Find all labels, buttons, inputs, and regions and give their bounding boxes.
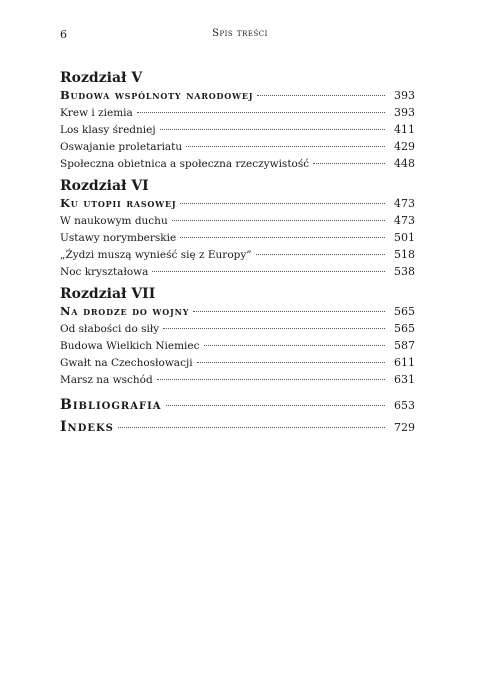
entry-title: Los klasy średniej bbox=[60, 124, 156, 136]
entry-page: 631 bbox=[394, 373, 415, 386]
toc-entry[interactable] bbox=[60, 320, 415, 337]
dot-leader bbox=[166, 405, 385, 406]
toc-entry[interactable] bbox=[60, 337, 415, 354]
chapter-heading: Rozdział VII bbox=[60, 286, 156, 302]
toc-entry-part[interactable] bbox=[60, 195, 415, 212]
dot-leader bbox=[313, 163, 385, 164]
entry-page: 538 bbox=[394, 265, 415, 278]
entry-title: W naukowym duchu bbox=[60, 215, 168, 227]
entry-page: 411 bbox=[394, 123, 415, 136]
dot-leader bbox=[137, 112, 385, 113]
entry-title: „Żydzi muszą wynieść się z Europy” bbox=[60, 249, 252, 261]
entry-page: 565 bbox=[394, 305, 415, 318]
dot-leader bbox=[157, 379, 385, 380]
entry-page: 729 bbox=[394, 421, 415, 434]
entry-page: 393 bbox=[394, 89, 415, 102]
toc-entry-index[interactable] bbox=[60, 416, 415, 438]
toc-entry[interactable] bbox=[60, 155, 415, 172]
page-header bbox=[60, 28, 420, 48]
entry-title: Krew i ziemia bbox=[60, 107, 133, 119]
entry-page: 565 bbox=[394, 322, 415, 335]
entry-page: 429 bbox=[394, 140, 415, 153]
entry-page: 518 bbox=[394, 248, 415, 261]
entry-page: 611 bbox=[394, 356, 415, 369]
toc-entry[interactable] bbox=[60, 263, 415, 280]
entry-page: 473 bbox=[394, 197, 415, 210]
dot-leader bbox=[257, 95, 385, 96]
dot-leader bbox=[160, 129, 385, 130]
dot-leader bbox=[204, 345, 385, 346]
running-head: Spis treści bbox=[212, 28, 268, 39]
entry-title: Na drodze do wojny bbox=[60, 304, 190, 318]
dot-leader bbox=[256, 254, 385, 255]
page-number: 6 bbox=[60, 28, 67, 41]
entry-title: Gwałt na Czechosłowacji bbox=[60, 357, 193, 369]
entry-page: 448 bbox=[394, 157, 415, 170]
dot-leader bbox=[172, 220, 385, 221]
dot-leader bbox=[180, 237, 385, 238]
chapter-6 bbox=[60, 178, 415, 280]
entry-title: Budowa wspólnoty narodowej bbox=[60, 88, 254, 102]
entry-page: 653 bbox=[394, 399, 415, 412]
toc-entry[interactable] bbox=[60, 229, 415, 246]
toc-entry[interactable] bbox=[60, 104, 415, 121]
dot-leader bbox=[118, 427, 385, 428]
entry-page: 501 bbox=[394, 231, 415, 244]
entry-title: Społeczna obietnica a społeczna rzeczywistość bbox=[60, 158, 310, 170]
chapter-5 bbox=[60, 70, 415, 172]
dot-leader bbox=[152, 271, 385, 272]
dot-leader bbox=[186, 146, 385, 147]
entry-title: Oswajanie proletariatu bbox=[60, 141, 183, 153]
toc-entry[interactable] bbox=[60, 138, 415, 155]
entry-title: Marsz na wschód bbox=[60, 374, 153, 386]
chapter-heading: Rozdział VI bbox=[60, 178, 149, 194]
toc-entry[interactable] bbox=[60, 246, 415, 263]
toc-entry[interactable] bbox=[60, 371, 415, 388]
entry-page: 473 bbox=[394, 214, 415, 227]
toc-entry-bibliography[interactable] bbox=[60, 394, 415, 416]
chapter-7 bbox=[60, 286, 415, 388]
entry-title: Bibliografia bbox=[60, 397, 162, 413]
entry-title: Indeks bbox=[60, 419, 114, 435]
toc-entry-part[interactable] bbox=[60, 303, 415, 320]
entry-title: Noc kryształowa bbox=[60, 266, 149, 278]
table-of-contents bbox=[60, 70, 415, 438]
entry-title: Ustawy norymberskie bbox=[60, 232, 177, 244]
endmatter bbox=[60, 394, 415, 438]
entry-page: 393 bbox=[394, 106, 415, 119]
dot-leader bbox=[163, 328, 385, 329]
toc-entry[interactable] bbox=[60, 212, 415, 229]
entry-title: Budowa Wielkich Niemiec bbox=[60, 340, 200, 352]
dot-leader bbox=[197, 362, 385, 363]
dot-leader bbox=[193, 311, 385, 312]
toc-entry[interactable] bbox=[60, 121, 415, 138]
dot-leader bbox=[180, 203, 385, 204]
entry-title: Od słabości do siły bbox=[60, 323, 160, 335]
entry-title: Ku utopii rasowej bbox=[60, 196, 177, 210]
entry-page: 587 bbox=[394, 339, 415, 352]
toc-entry-part[interactable] bbox=[60, 87, 415, 104]
toc-entry[interactable] bbox=[60, 354, 415, 371]
chapter-heading: Rozdział V bbox=[60, 70, 143, 86]
